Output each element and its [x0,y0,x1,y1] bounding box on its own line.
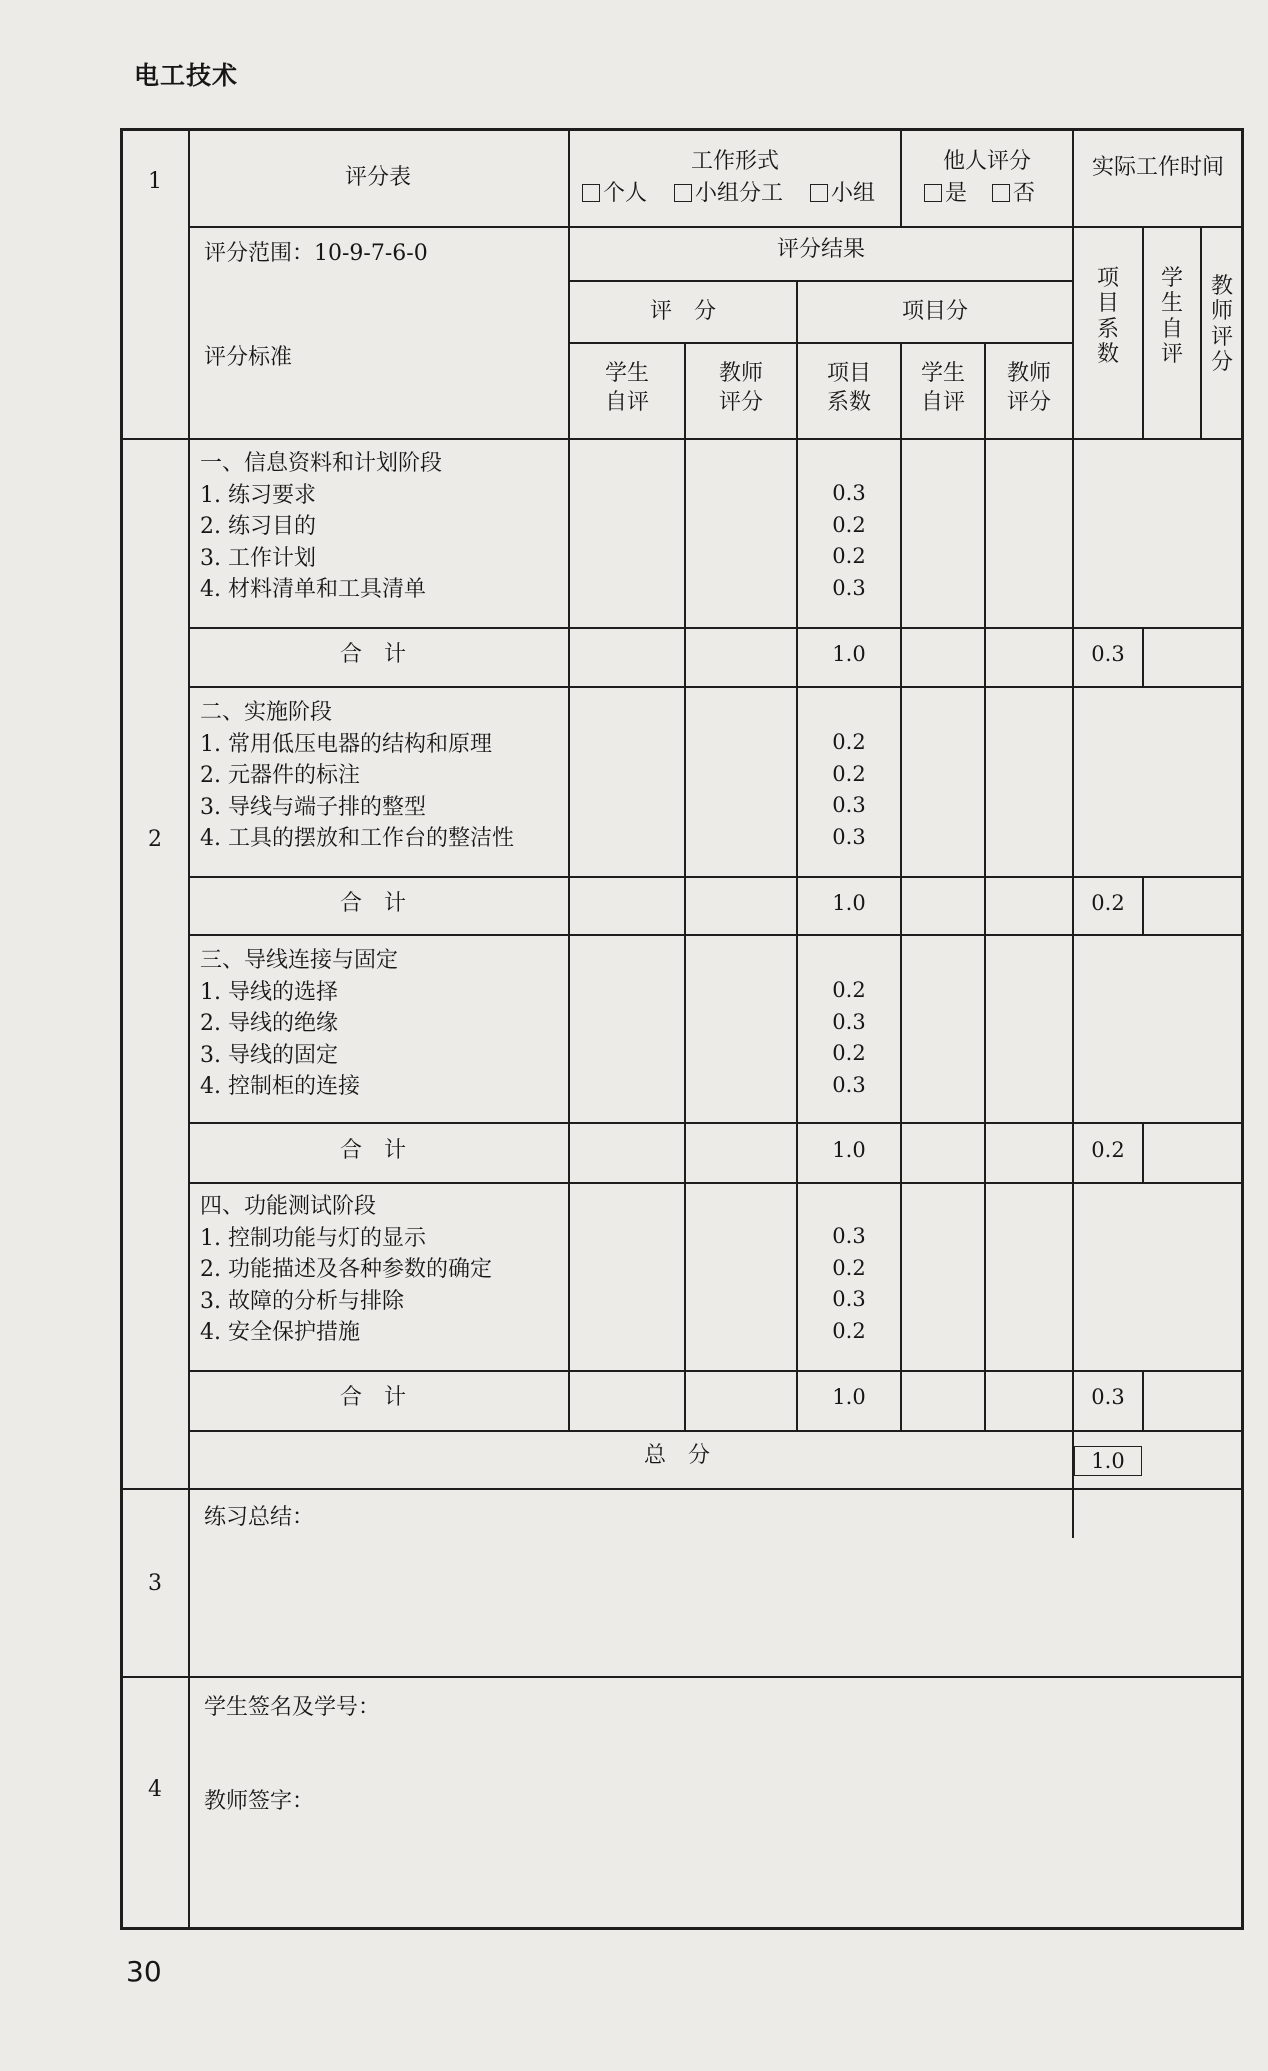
subtotal-value: 1.0 [832,1385,866,1409]
item-student-self-header: 学生 自评 [920,361,965,415]
item-coefficient: 0.2 [832,1255,866,1280]
criteria-item: 4. 安全保护措施 [200,1320,360,1345]
subtotal-label: 合 计 [340,642,407,667]
vertical-student-self-header: 学 生 自 评 [1160,266,1183,367]
actual-time-label: 实际工作时间 [1091,155,1224,180]
item-coefficient: 0.3 [832,1072,866,1097]
criteria-item: 3. 导线的固定 [200,1042,338,1068]
criteria-item: 3. 导线与端子排的整型 [200,794,426,820]
criteria-item: 4. 控制柜的连接 [200,1074,360,1099]
item-coefficient: 0.3 [832,481,866,505]
row-number-4: 4 [148,1777,162,1802]
score-range: 评分范围：10-9-7-6-0 [204,241,428,266]
criteria-item: 4. 工具的摆放和工作台的整洁性 [200,826,514,851]
section-coefficient: 0.3 [1091,642,1125,666]
criteria-item: 3. 故障的分析与排除 [200,1288,404,1314]
teacher-eval-header: 教师 评分 [718,361,763,415]
score-label: 评 分 [649,299,716,324]
section-1 [200,448,566,606]
subtotal-label: 合 计 [340,1138,407,1163]
item-coefficient: 0.2 [832,730,866,754]
page-number: 30 [126,1955,162,1988]
section-coefficient: 0.2 [1091,891,1125,915]
subtotal-value: 1.0 [832,1138,866,1162]
item-coefficient: 0.2 [832,1318,866,1343]
criteria-item: 1. 常用低压电器的结构和原理 [200,731,492,757]
row-number-2: 2 [148,827,162,852]
subtotal-label: 合 计 [340,891,407,916]
criteria-item: 4. 材料清单和工具清单 [200,577,426,602]
score-sheet-title: 评分表 [344,165,411,190]
criteria-item: 1. 练习要求 [200,482,316,508]
item-coefficient: 0.3 [832,575,866,600]
checkbox-individual[interactable]: 个人 [582,181,647,206]
peer-eval-options [924,180,1074,209]
criteria-item: 2. 元器件的标注 [200,763,360,788]
item-teacher-eval-header: 教师 评分 [1006,361,1051,415]
section-title: 一、信息资料和计划阶段 [200,451,443,476]
checkbox-group[interactable]: 小组 [810,181,875,206]
item-coefficient: 0.3 [832,1224,866,1248]
criteria-item: 1. 控制功能与灯的显示 [200,1225,426,1251]
subtotal-label: 合 计 [340,1385,407,1410]
item-coefficient: 0.3 [832,1287,866,1311]
checkbox-icon [992,184,1010,202]
criteria-label: 评分标准 [204,345,293,370]
section-coefficient: 0.2 [1091,1138,1125,1162]
criteria-item: 2. 练习目的 [200,514,316,539]
criteria-item: 1. 导线的选择 [200,979,338,1005]
total-label: 总 分 [643,1443,710,1468]
checkbox-icon [674,184,692,202]
section-2 [200,697,566,855]
peer-eval-label: 他人评分 [942,149,1031,174]
row-number-3: 3 [148,1571,162,1596]
item-score-label: 项目分 [901,299,968,324]
checkbox-yes[interactable]: 是 [924,181,967,206]
teacher-sign-label: 教师签字： [204,1789,315,1814]
total-coef: 1.0 [1074,1446,1142,1476]
section-3 [200,945,566,1103]
item-coef-header: 项目 系数 [826,361,871,415]
criteria-item: 2. 功能描述及各种参数的确定 [200,1257,492,1282]
section-title: 二、实施阶段 [200,700,333,725]
criteria-item: 3. 工作计划 [200,545,316,571]
checkbox-icon [924,184,942,202]
work-form-label: 工作形式 [690,149,779,174]
item-coefficient: 0.2 [832,761,866,786]
work-form-options [582,180,900,209]
subtotal-value: 1.0 [832,642,866,666]
summary-label: 练习总结： [204,1505,315,1530]
result-label: 评分结果 [776,237,865,262]
vertical-teacher-eval-header: 教 师 评 分 [1210,274,1233,375]
page-header: 电工技术 [134,61,239,90]
item-coefficient: 0.2 [832,544,866,568]
section-coefficient: 0.3 [1091,1385,1125,1409]
checkbox-icon [582,184,600,202]
criteria-item: 2. 导线的绝缘 [200,1011,338,1036]
checkbox-no[interactable]: 否 [992,181,1035,206]
item-coefficient: 0.2 [832,1041,866,1065]
item-coefficient: 0.3 [832,824,866,849]
row-number-1: 1 [148,169,162,194]
item-coefficient: 0.2 [832,978,866,1002]
checkbox-group-division[interactable]: 小组分工 [674,181,783,206]
student-self-header: 学生 自评 [604,361,649,415]
item-coefficient: 0.2 [832,512,866,537]
section-title: 四、功能测试阶段 [200,1194,377,1219]
item-coefficient: 0.3 [832,793,866,817]
section-4 [200,1191,566,1349]
section-title: 三、导线连接与固定 [200,948,399,973]
item-coefficient: 0.3 [832,1009,866,1034]
subtotal-value: 1.0 [832,891,866,915]
vertical-item-coef-header: 项 目 系 数 [1096,266,1119,367]
student-sign-label: 学生签名及学号： [204,1695,381,1720]
checkbox-icon [810,184,828,202]
